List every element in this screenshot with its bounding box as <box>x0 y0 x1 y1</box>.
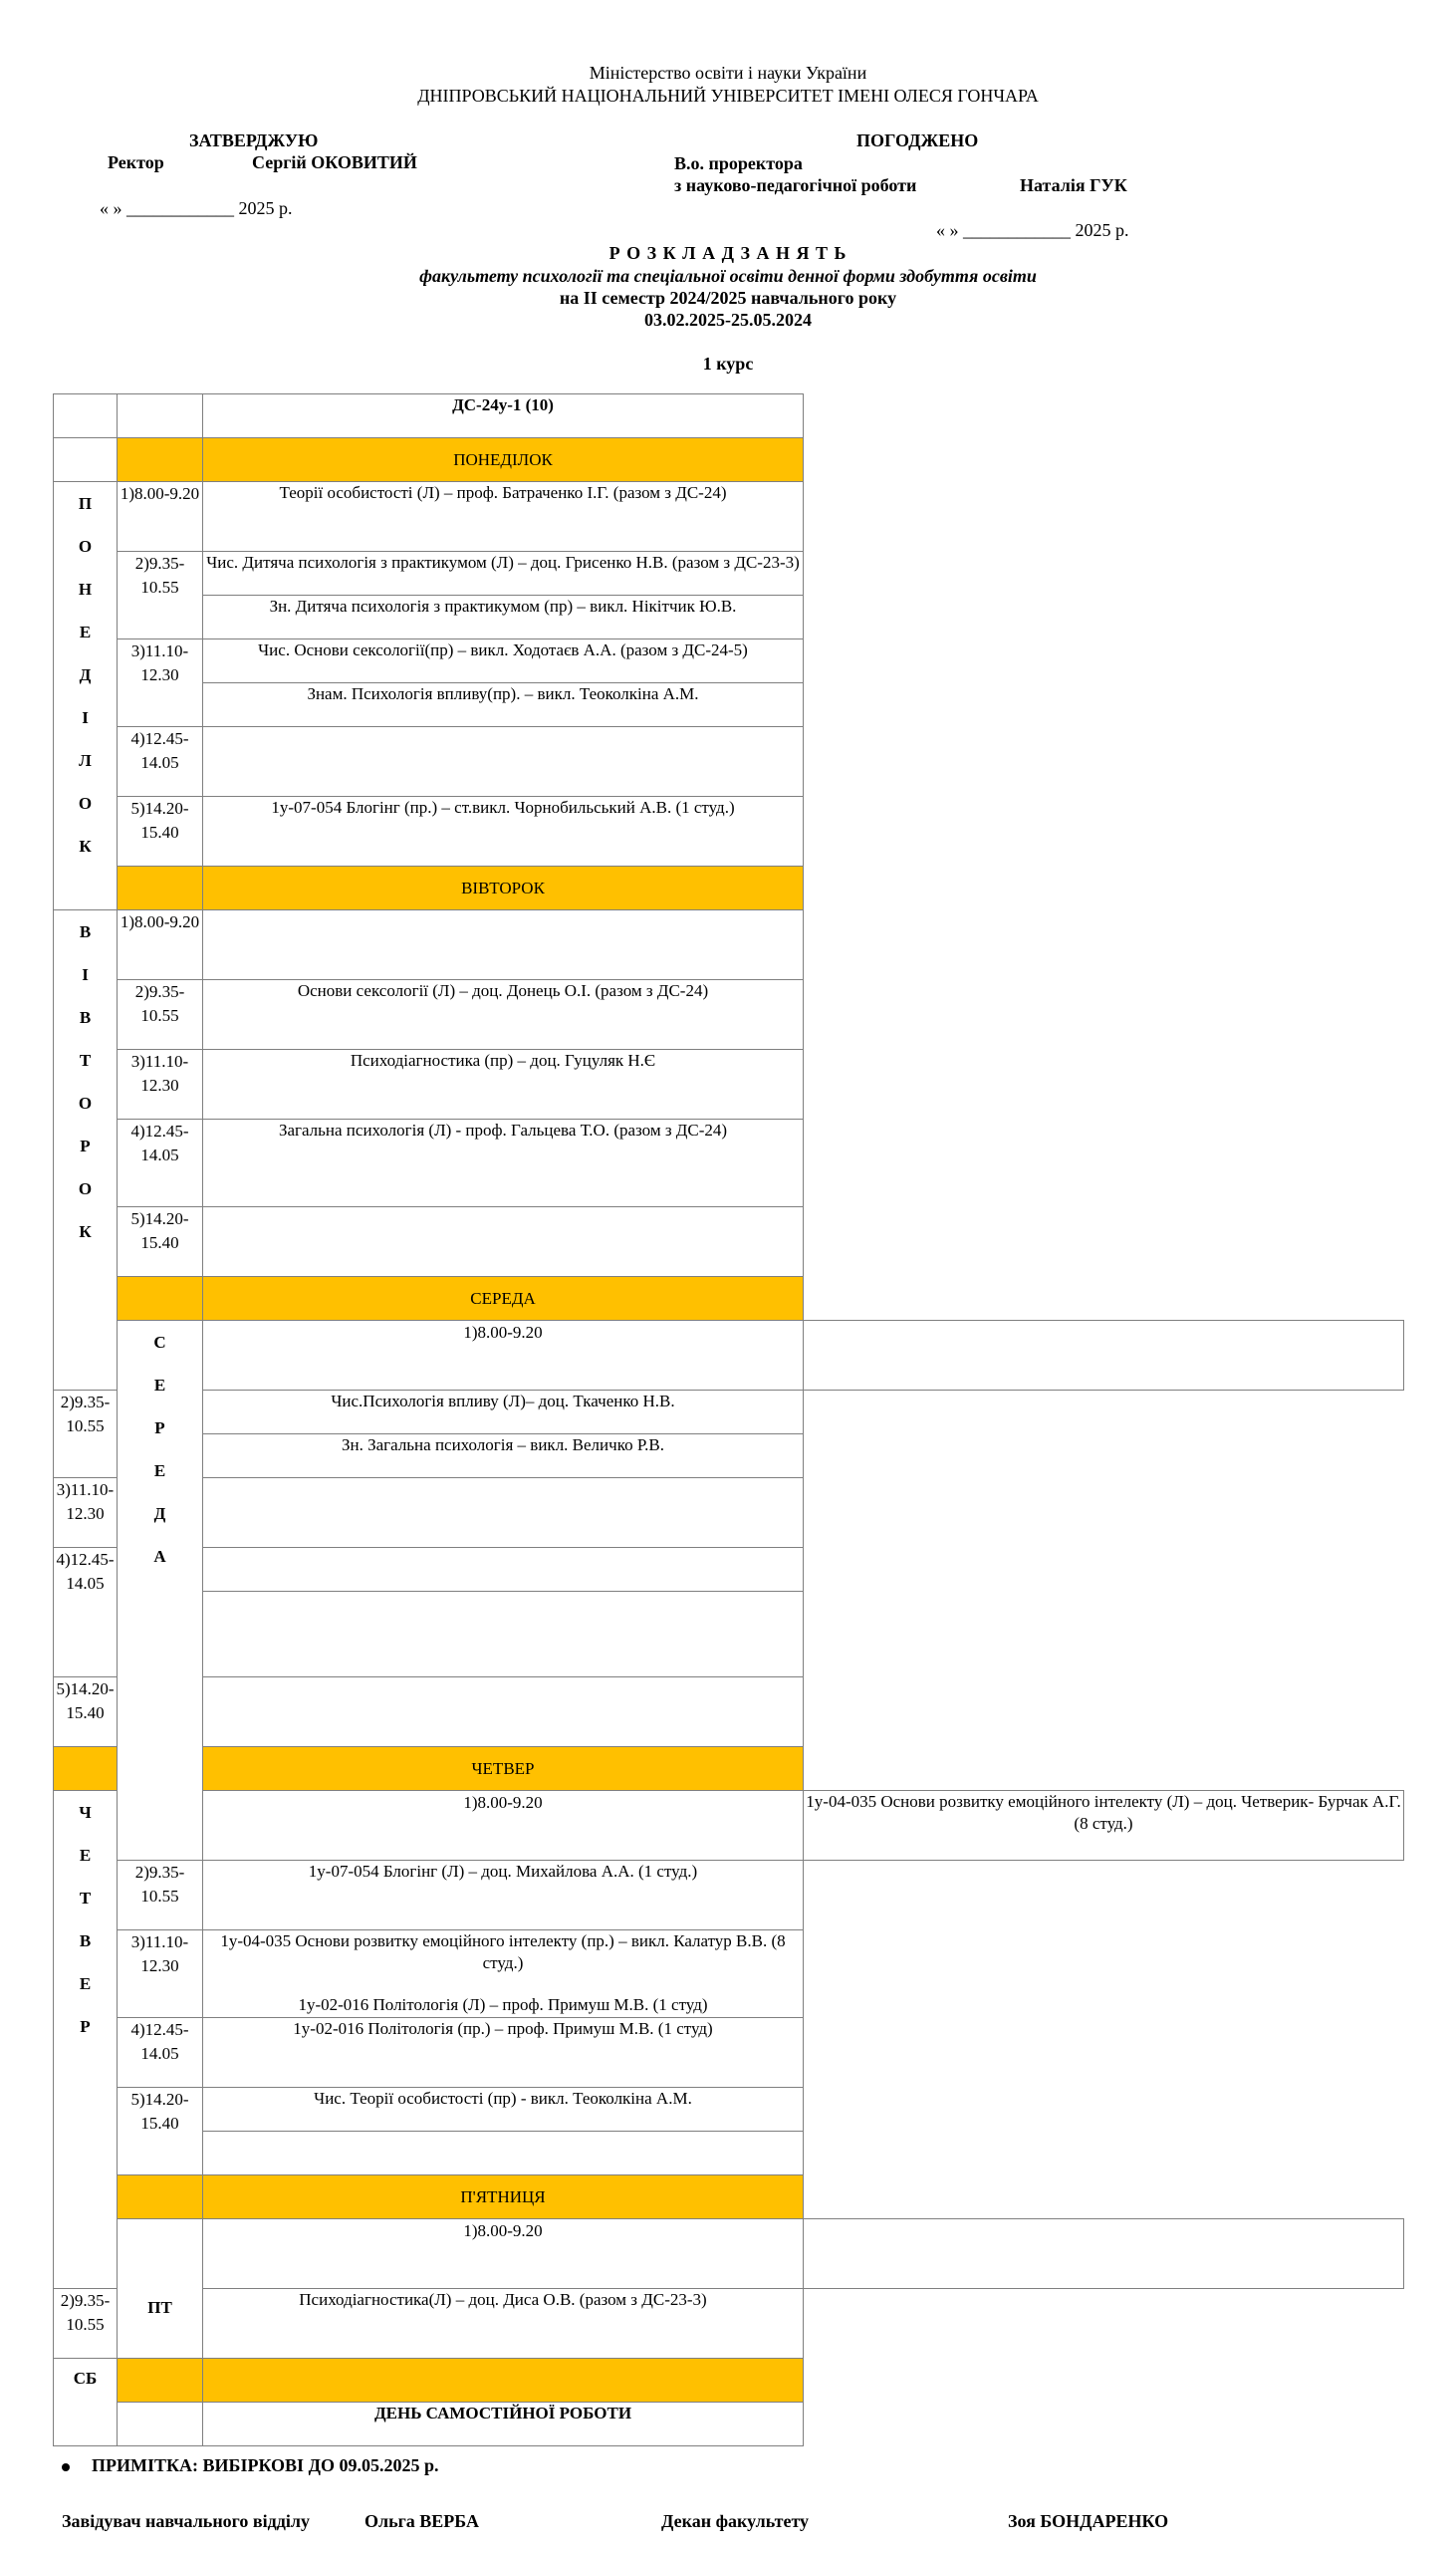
table-row <box>54 2088 1404 2132</box>
slot-time: 1)8.00-9.20 <box>203 1321 804 1391</box>
slot-time: 1)8.00-9.20 <box>118 910 203 980</box>
agree-position-line1: В.о. проректора <box>674 153 803 173</box>
table-row <box>54 1677 1404 1747</box>
class-cell: Основи сексології (Л) – доц. Донець О.І. (разом з ДС-24) <box>203 980 804 1050</box>
table-row <box>54 727 1404 797</box>
empty-cell <box>54 394 118 438</box>
table-row <box>54 1391 1404 1434</box>
slot-time: 5)14.20-15.40 <box>118 1207 203 1277</box>
table-row <box>54 1861 1404 1930</box>
class-cell: 1у-07-054 Блогінг (пр.) – ст.викл. Чорнобильський А.В. (1 студ.) <box>203 797 804 867</box>
day-header-wednesday: СЕРЕДА <box>203 1277 804 1321</box>
day-label-monday: П О Н Е Д І Л О К <box>54 482 118 910</box>
table-row <box>54 910 1404 980</box>
slot-time: 5)14.20-15.40 <box>54 1677 118 1747</box>
class-cell <box>203 1677 804 1747</box>
table-row <box>54 797 1404 867</box>
bullet-icon <box>62 2463 70 2471</box>
table-row <box>54 2219 1404 2289</box>
table-row <box>54 1478 1404 1548</box>
table-row <box>54 2403 1404 2446</box>
agree-date: « » ____________ 2025 р. <box>936 220 1129 240</box>
day-label-saturday: СБ <box>54 2359 118 2446</box>
day-header-row <box>54 1747 1404 1791</box>
empty-cell <box>118 2403 203 2446</box>
table-row <box>54 1930 1404 2018</box>
faculty-line: факультету психології та спеціальної освіти денної форми здобуття освіти <box>419 266 1037 286</box>
slot-time: 4)12.45-14.05 <box>54 1548 118 1677</box>
day-header-tuesday: ВІВТОРОК <box>203 867 804 910</box>
day-header-blank <box>118 867 203 910</box>
group-name: ДС-24у-1 (10) <box>203 394 804 438</box>
table-row <box>54 1120 1404 1207</box>
document-title: Р О З К Л А Д З А Н Я Т Ь <box>608 243 848 263</box>
class-cell: Теорії особистості (Л) – проф. Батраченко І.Г. (разом з ДС-24) <box>203 482 804 552</box>
slot-time: 2)9.35-10.55 <box>118 1861 203 1930</box>
agree-name: Наталія ГУК <box>1020 175 1127 195</box>
course-line: 1 курс <box>702 354 754 374</box>
slot-time: 1)8.00-9.20 <box>118 482 203 552</box>
agree-title: ПОГОДЖЕНО <box>856 130 979 150</box>
empty-cell <box>118 394 203 438</box>
slot-time: 3)11.10-12.30 <box>118 1050 203 1120</box>
agree-position-line2: з науково-педагогічної роботи <box>674 175 917 195</box>
class-cell: Загальна психологія (Л) - проф. Гальцева Т.О. (разом з ДС-24) <box>203 1120 804 1207</box>
table-row <box>54 1592 1404 1677</box>
day-header-blank <box>118 1277 203 1321</box>
table-row <box>54 1050 1404 1120</box>
class-cell: Чис. Дитяча психологія з практикумом (Л) – доц. Грисенко Н.В. (разом з ДС-23-3) <box>203 552 804 596</box>
class-cell <box>203 1592 804 1677</box>
day-header-row <box>54 1277 1404 1321</box>
approve-name: Сергій ОКОВИТИЙ <box>252 152 417 172</box>
day-header-monday: ПОНЕДІЛОК <box>203 438 804 482</box>
slot-time: 2)9.35-10.55 <box>118 552 203 639</box>
slot-time: 1)8.00-9.20 <box>203 2219 804 2289</box>
table-row <box>54 1321 1404 1391</box>
day-label-friday: ПТ <box>118 2219 203 2359</box>
table-row <box>54 1434 1404 1478</box>
slot-time: 3)11.10-12.30 <box>54 1478 118 1548</box>
table-row <box>54 980 1404 1050</box>
class-cell: Психодіагностика(Л) – доц. Диса О.В. (разом з ДС-23-3) <box>203 2289 804 2359</box>
dean-name: Зоя БОНДАРЕНКО <box>1008 2511 1169 2531</box>
slot-time: 5)14.20-15.40 <box>118 2088 203 2175</box>
approve-date: « » ____________ 2025 р. <box>100 198 293 218</box>
self-study-day: ДЕНЬ САМОСТІЙНОЇ РОБОТИ <box>203 2403 804 2446</box>
class-cell <box>203 1548 804 1592</box>
table-row <box>54 482 1404 552</box>
note-line <box>62 2455 438 2476</box>
class-cell <box>203 1930 804 2018</box>
class-cell: Зн. Дитяча психологія з практикумом (пр) – викл. Нікітчик Ю.В. <box>203 596 804 639</box>
slot-time: 4)12.45-14.05 <box>118 727 203 797</box>
table-row <box>54 1207 1404 1277</box>
class-cell: Чис.Психологія впливу (Л)– доц. Ткаченко Н.В. <box>203 1391 804 1434</box>
table-row <box>54 2018 1404 2088</box>
slot-time: 1)8.00-9.20 <box>203 1791 804 1861</box>
semester-line: на ІІ семестр 2024/2025 навчального року <box>559 288 897 308</box>
class-cell: Знам. Психологія впливу(пр). – викл. Теоколкіна А.М. <box>203 683 804 727</box>
empty-cell <box>54 438 118 482</box>
class-cell <box>804 2219 1404 2289</box>
class-cell: 1у-04-035 Основи розвитку емоційного інтелекту (Л) – доц. Четверик- Бурчак А.Г. (8 студ.) <box>804 1791 1404 1861</box>
class-entry: 1у-04-035 Основи розвитку емоційного інтелекту (пр.) – викл. Калатур В.В. (8 студ.) <box>220 1931 786 1972</box>
table-row <box>54 639 1404 683</box>
slot-time: 4)12.45-14.05 <box>118 2018 203 2088</box>
approve-position: Ректор <box>108 152 164 172</box>
approve-title: ЗАТВЕРДЖУЮ <box>189 130 319 150</box>
class-cell: Чис. Основи сексології(пр) – викл. Ходотаєв А.А. (разом з ДС-24-5) <box>203 639 804 683</box>
slot-time: 2)9.35-10.55 <box>54 2289 118 2359</box>
class-cell: 1у-02-016 Політологія (пр.) – проф. Примуш М.В. (1 студ) <box>203 2018 804 2088</box>
university-name: ДНІПРОВСЬКИЙ НАЦІОНАЛЬНИЙ УНІВЕРСИТЕТ ІМЕНІ ОЛЕСЯ ГОНЧАРА <box>417 86 1039 106</box>
day-header-blank <box>118 438 203 482</box>
slot-time: 2)9.35-10.55 <box>118 980 203 1050</box>
dean-position: Декан факультету <box>661 2511 810 2531</box>
head-name: Ольга ВЕРБА <box>364 2511 479 2531</box>
day-header-row <box>54 867 1404 910</box>
class-cell: Психодіагностика (пр) – доц. Гуцуляк Н.Є <box>203 1050 804 1120</box>
table-row <box>54 1548 1404 1592</box>
slot-time: 3)11.10-12.30 <box>118 1930 203 2018</box>
class-cell <box>203 2132 804 2175</box>
day-header-blank <box>118 2175 203 2219</box>
slot-time: 2)9.35-10.55 <box>54 1391 118 1478</box>
schedule-table <box>53 393 1404 2446</box>
class-cell <box>203 1478 804 1548</box>
day-header-row <box>54 438 1404 482</box>
group-header-row <box>54 394 1404 438</box>
class-cell: 1у-07-054 Блогінг (Л) – доц. Михайлова А.А. (1 студ.) <box>203 1861 804 1930</box>
class-cell <box>203 727 804 797</box>
class-cell <box>203 910 804 980</box>
class-cell <box>804 1321 1404 1391</box>
slot-time: 3)11.10-12.30 <box>118 639 203 727</box>
table-row <box>54 1791 1404 1861</box>
day-header-blank <box>203 2359 804 2403</box>
slot-time: 4)12.45-14.05 <box>118 1120 203 1207</box>
table-row <box>54 683 1404 727</box>
table-row <box>54 596 1404 639</box>
period-line: 03.02.2025-25.05.2024 <box>644 310 812 330</box>
table-row <box>54 2289 1404 2359</box>
class-cell <box>203 1207 804 1277</box>
day-header-row <box>54 2359 1404 2403</box>
table-row <box>54 2132 1404 2175</box>
ministry-name: Міністерство освіти і науки України <box>589 63 867 83</box>
day-label-wednesday: С Е Р Е Д А <box>118 1321 203 1861</box>
note-text: ПРИМІТКА: ВИБІРКОВІ ДО 09.05.2025 р. <box>92 2455 439 2475</box>
day-header-thursday: ЧЕТВЕР <box>203 1747 804 1791</box>
class-cell: Чис. Теорії особистості (пр) - викл. Теоколкіна А.М. <box>203 2088 804 2132</box>
day-header-row <box>54 2175 1404 2219</box>
head-position: Завідувач навчального відділу <box>62 2511 310 2531</box>
day-label-thursday: Ч Е Т В Е Р <box>54 1791 118 2289</box>
table-row <box>54 552 1404 596</box>
class-cell: Зн. Загальна психологія – викл. Величко Р.В. <box>203 1434 804 1478</box>
day-header-blank <box>118 2359 203 2403</box>
day-header-friday: П'ЯТНИЦЯ <box>203 2175 804 2219</box>
class-entry: 1у-02-016 Політологія (Л) – проф. Примуш М.В. (1 студ) <box>298 1995 708 2014</box>
day-label-tuesday: В І В Т О Р О К <box>54 910 118 1391</box>
day-header-blank <box>54 1747 118 1791</box>
slot-time: 5)14.20-15.40 <box>118 797 203 867</box>
